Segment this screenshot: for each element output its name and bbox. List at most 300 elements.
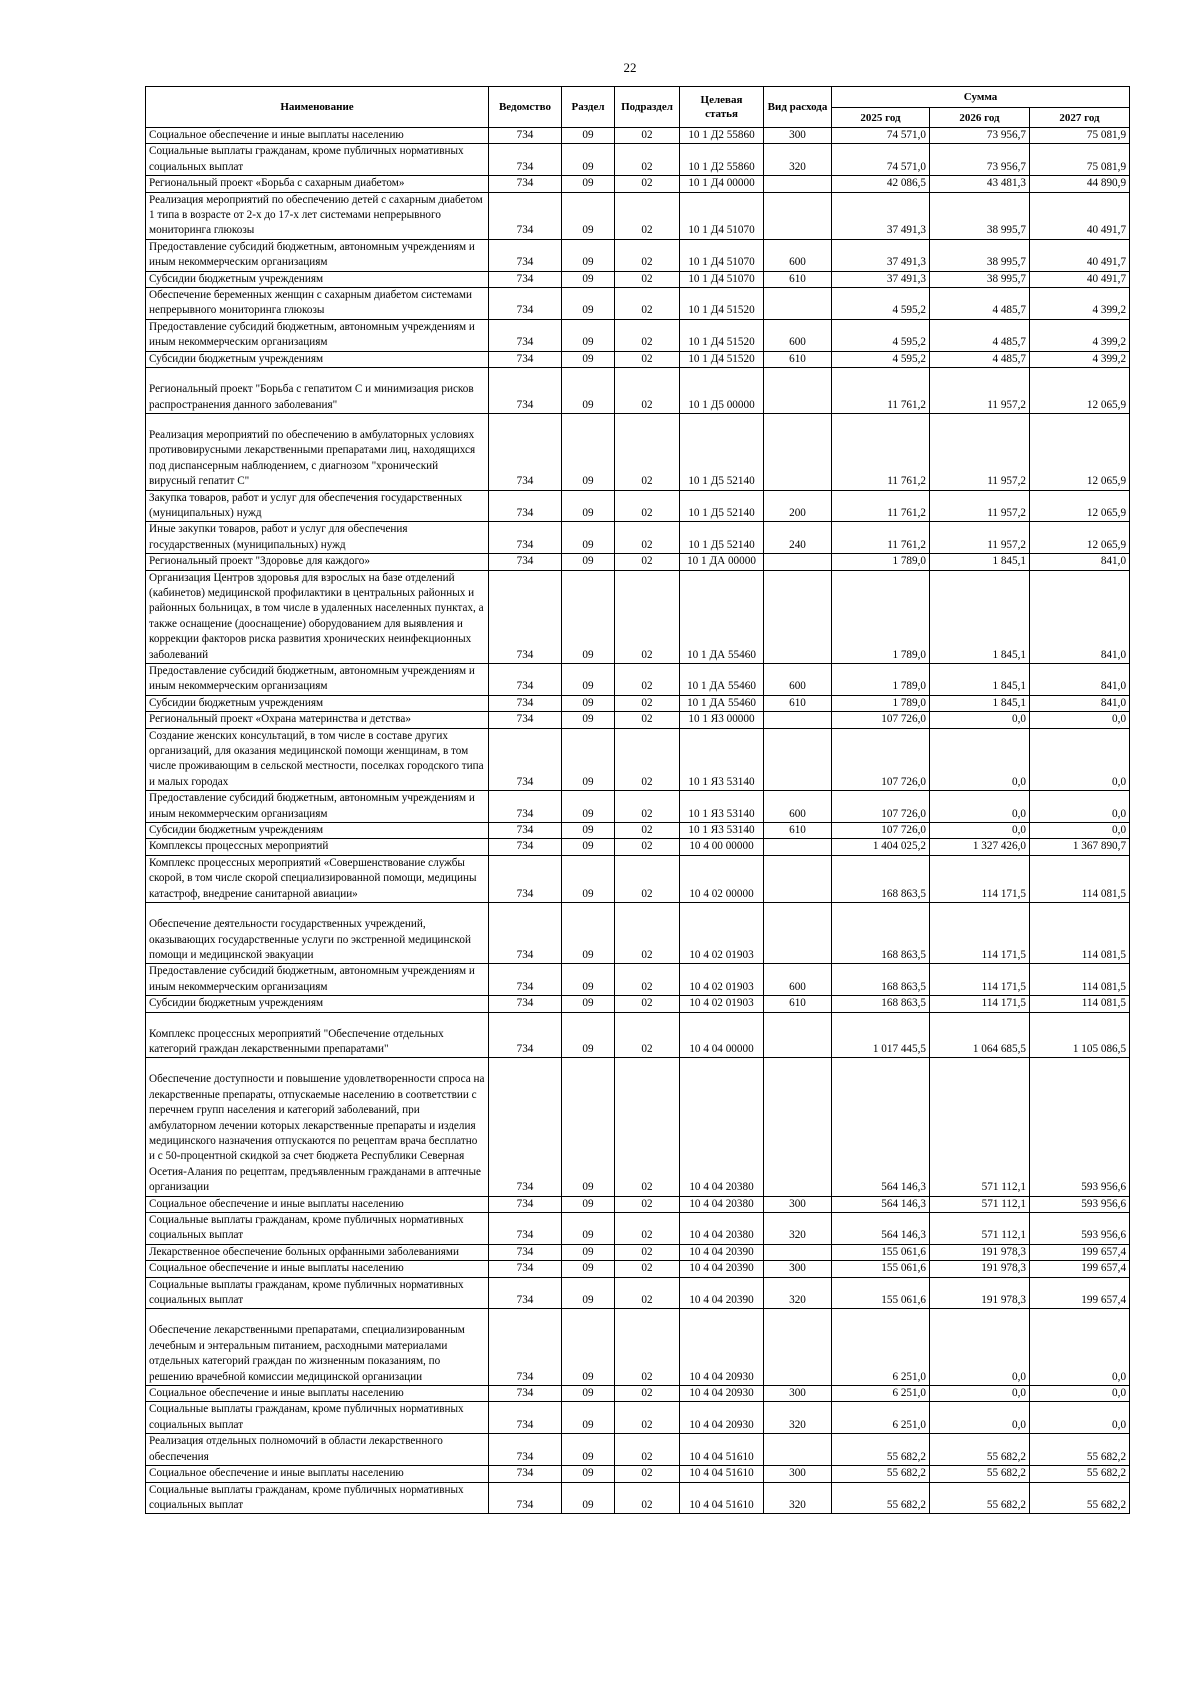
cell-target: 10 1 ДА 55460 — [680, 570, 764, 663]
table-row — [146, 839, 1130, 855]
cell-2026: 73 956,7 — [930, 128, 1030, 144]
cell-2025: 74 571,0 — [832, 144, 930, 176]
cell-subsection: 02 — [615, 351, 680, 367]
cell-2025: 4 595,2 — [832, 319, 930, 351]
cell-target: 10 1 Я3 53140 — [680, 791, 764, 823]
cell-subsection: 02 — [615, 239, 680, 271]
cell-subsection: 02 — [615, 413, 680, 490]
cell-2027: 1 367 890,7 — [1030, 839, 1130, 855]
cell-dept: 734 — [489, 570, 562, 663]
cell-2027: 4 399,2 — [1030, 319, 1130, 351]
cell-2027: 1 105 086,5 — [1030, 1012, 1130, 1058]
cell-section: 09 — [562, 728, 615, 791]
cell-2025: 4 595,2 — [832, 288, 930, 320]
cell-name: Создание женских консультаций, в том числе в составе других организаций, для оказания медицинской помощи женщинам, в том числе проживающим в сельской местности, поселках городского типа и малых городах — [146, 728, 489, 791]
cell-target: 10 1 ДА 55460 — [680, 664, 764, 696]
cell-2025: 74 571,0 — [832, 128, 930, 144]
cell-2026: 191 978,3 — [930, 1261, 1030, 1277]
cell-target: 10 4 04 20380 — [680, 1058, 764, 1196]
cell-dept: 734 — [489, 996, 562, 1012]
table-row — [146, 855, 1130, 902]
cell-2027: 55 682,2 — [1030, 1434, 1130, 1466]
cell-dept: 734 — [489, 964, 562, 996]
cell-2025: 1 017 445,5 — [832, 1012, 930, 1058]
cell-dept: 734 — [489, 413, 562, 490]
cell-2027: 841,0 — [1030, 695, 1130, 711]
table-row — [146, 1196, 1130, 1212]
table-row — [146, 964, 1130, 996]
cell-2026: 0,0 — [930, 728, 1030, 791]
cell-2027: 0,0 — [1030, 1309, 1130, 1386]
header-name: Наименование — [146, 87, 489, 128]
cell-target: 10 4 02 01903 — [680, 964, 764, 996]
cell-target: 10 4 02 01903 — [680, 903, 764, 964]
cell-2025: 564 146,3 — [832, 1058, 930, 1196]
cell-2027: 199 657,4 — [1030, 1261, 1130, 1277]
cell-name: Обеспечение деятельности государственных учреждений, оказывающих государственные услуги по экстренной медицинской помощи и медицинской эвакуации — [146, 903, 489, 964]
cell-type: 610 — [764, 271, 832, 287]
cell-target: 10 4 04 20930 — [680, 1402, 764, 1434]
cell-name: Субсидии бюджетным учреждениям — [146, 351, 489, 367]
cell-target: 10 1 Д5 00000 — [680, 368, 764, 414]
cell-name: Комплекс процессных мероприятий "Обеспечение отдельных категорий граждан лекарственными препаратами" — [146, 1012, 489, 1058]
cell-dept: 734 — [489, 1244, 562, 1260]
cell-type: 320 — [764, 1277, 832, 1309]
table-row — [146, 1402, 1130, 1434]
cell-2027: 4 399,2 — [1030, 288, 1130, 320]
table-row — [146, 903, 1130, 964]
cell-2027: 593 956,6 — [1030, 1196, 1130, 1212]
cell-type: 320 — [764, 1213, 832, 1245]
cell-section: 09 — [562, 695, 615, 711]
table-row — [146, 1213, 1130, 1245]
cell-2026: 571 112,1 — [930, 1058, 1030, 1196]
cell-2025: 1 789,0 — [832, 695, 930, 711]
cell-2026: 43 481,3 — [930, 176, 1030, 192]
cell-2026: 11 957,2 — [930, 413, 1030, 490]
cell-2026: 55 682,2 — [930, 1466, 1030, 1482]
table-row — [146, 128, 1130, 144]
cell-target: 10 1 Я3 00000 — [680, 712, 764, 728]
cell-section: 09 — [562, 1196, 615, 1212]
cell-2025: 11 761,2 — [832, 522, 930, 554]
cell-2027: 12 065,9 — [1030, 413, 1130, 490]
cell-type — [764, 1309, 832, 1386]
cell-subsection: 02 — [615, 996, 680, 1012]
cell-type: 300 — [764, 128, 832, 144]
cell-subsection: 02 — [615, 1196, 680, 1212]
cell-type — [764, 839, 832, 855]
cell-2027: 44 890,9 — [1030, 176, 1130, 192]
cell-target: 10 4 04 20930 — [680, 1386, 764, 1402]
cell-type — [764, 728, 832, 791]
cell-type — [764, 1012, 832, 1058]
table-row — [146, 554, 1130, 570]
cell-target: 10 1 Д2 55860 — [680, 144, 764, 176]
cell-2026: 11 957,2 — [930, 368, 1030, 414]
cell-name: Региональный проект «Охрана материнства и детства» — [146, 712, 489, 728]
cell-subsection: 02 — [615, 144, 680, 176]
cell-subsection: 02 — [615, 490, 680, 522]
budget-table — [145, 86, 1130, 1514]
cell-subsection: 02 — [615, 664, 680, 696]
cell-2025: 4 595,2 — [832, 351, 930, 367]
cell-2027: 114 081,5 — [1030, 903, 1130, 964]
cell-2027: 40 491,7 — [1030, 192, 1130, 239]
cell-name: Социальное обеспечение и иные выплаты населению — [146, 128, 489, 144]
cell-2027: 40 491,7 — [1030, 239, 1130, 271]
cell-target: 10 4 04 20390 — [680, 1261, 764, 1277]
cell-target: 10 1 Д5 52140 — [680, 413, 764, 490]
cell-2026: 1 845,1 — [930, 664, 1030, 696]
cell-type: 300 — [764, 1261, 832, 1277]
cell-dept: 734 — [489, 1058, 562, 1196]
cell-2025: 155 061,6 — [832, 1244, 930, 1260]
cell-subsection: 02 — [615, 1058, 680, 1196]
cell-subsection: 02 — [615, 964, 680, 996]
cell-dept: 734 — [489, 712, 562, 728]
cell-2027: 0,0 — [1030, 823, 1130, 839]
header-dept: Ведомство — [489, 87, 562, 128]
cell-type — [764, 1244, 832, 1260]
cell-type: 610 — [764, 996, 832, 1012]
cell-subsection: 02 — [615, 554, 680, 570]
table-row — [146, 728, 1130, 791]
cell-type — [764, 192, 832, 239]
cell-2025: 1 789,0 — [832, 554, 930, 570]
cell-section: 09 — [562, 239, 615, 271]
cell-2026: 114 171,5 — [930, 903, 1030, 964]
cell-target: 10 1 Д5 52140 — [680, 522, 764, 554]
cell-type: 610 — [764, 351, 832, 367]
cell-type — [764, 855, 832, 902]
cell-name: Реализация отдельных полномочий в области лекарственного обеспечения — [146, 1434, 489, 1466]
table-row — [146, 570, 1130, 663]
cell-name: Социальные выплаты гражданам, кроме публичных нормативных социальных выплат — [146, 144, 489, 176]
cell-name: Предоставление субсидий бюджетным, автономным учреждениям и иным некоммерческим организациям — [146, 964, 489, 996]
cell-dept: 734 — [489, 1213, 562, 1245]
cell-section: 09 — [562, 823, 615, 839]
cell-2026: 55 682,2 — [930, 1482, 1030, 1514]
cell-dept: 734 — [489, 271, 562, 287]
table-body — [146, 128, 1130, 1514]
cell-section: 09 — [562, 1261, 615, 1277]
cell-target: 10 4 02 00000 — [680, 855, 764, 902]
cell-2025: 564 146,3 — [832, 1196, 930, 1212]
cell-type — [764, 1058, 832, 1196]
cell-2025: 37 491,3 — [832, 192, 930, 239]
cell-section: 09 — [562, 368, 615, 414]
cell-target: 10 1 Д2 55860 — [680, 128, 764, 144]
cell-2025: 168 863,5 — [832, 996, 930, 1012]
cell-name: Социальные выплаты гражданам, кроме публичных нормативных социальных выплат — [146, 1402, 489, 1434]
cell-2027: 0,0 — [1030, 1402, 1130, 1434]
cell-2027: 4 399,2 — [1030, 351, 1130, 367]
table-row — [146, 490, 1130, 522]
cell-2025: 37 491,3 — [832, 239, 930, 271]
cell-target: 10 1 Д5 52140 — [680, 490, 764, 522]
cell-2027: 593 956,6 — [1030, 1058, 1130, 1196]
cell-name: Субсидии бюджетным учреждениям — [146, 996, 489, 1012]
table-row — [146, 996, 1130, 1012]
cell-section: 09 — [562, 1058, 615, 1196]
table-row — [146, 368, 1130, 414]
cell-name: Социальное обеспечение и иные выплаты населению — [146, 1386, 489, 1402]
cell-subsection: 02 — [615, 1482, 680, 1514]
cell-2026: 1 064 685,5 — [930, 1012, 1030, 1058]
cell-target: 10 1 Д4 51520 — [680, 319, 764, 351]
cell-dept: 734 — [489, 1012, 562, 1058]
cell-section: 09 — [562, 903, 615, 964]
cell-2027: 75 081,9 — [1030, 144, 1130, 176]
cell-type: 600 — [764, 664, 832, 696]
cell-2027: 0,0 — [1030, 791, 1130, 823]
cell-2027: 0,0 — [1030, 728, 1130, 791]
cell-target: 10 4 04 20380 — [680, 1196, 764, 1212]
cell-name: Предоставление субсидий бюджетным, автономным учреждениям и иным некоммерческим организациям — [146, 664, 489, 696]
cell-2027: 0,0 — [1030, 712, 1130, 728]
cell-dept: 734 — [489, 288, 562, 320]
cell-section: 09 — [562, 996, 615, 1012]
cell-dept: 734 — [489, 728, 562, 791]
table-row — [146, 823, 1130, 839]
cell-2025: 55 682,2 — [832, 1434, 930, 1466]
cell-type: 610 — [764, 823, 832, 839]
cell-dept: 734 — [489, 1482, 562, 1514]
cell-name: Социальные выплаты гражданам, кроме публичных нормативных социальных выплат — [146, 1213, 489, 1245]
cell-2025: 6 251,0 — [832, 1402, 930, 1434]
cell-2027: 199 657,4 — [1030, 1244, 1130, 1260]
cell-dept: 734 — [489, 1386, 562, 1402]
cell-section: 09 — [562, 1012, 615, 1058]
cell-target: 10 1 Д4 00000 — [680, 176, 764, 192]
cell-2026: 11 957,2 — [930, 490, 1030, 522]
cell-subsection: 02 — [615, 522, 680, 554]
cell-2026: 4 485,7 — [930, 351, 1030, 367]
cell-subsection: 02 — [615, 319, 680, 351]
cell-type — [764, 413, 832, 490]
cell-subsection: 02 — [615, 128, 680, 144]
cell-section: 09 — [562, 791, 615, 823]
table-row — [146, 1058, 1130, 1196]
cell-2025: 37 491,3 — [832, 271, 930, 287]
cell-type — [764, 903, 832, 964]
cell-target: 10 4 04 20380 — [680, 1213, 764, 1245]
page-number: 22 — [623, 60, 637, 75]
cell-section: 09 — [562, 1402, 615, 1434]
cell-subsection: 02 — [615, 1012, 680, 1058]
cell-section: 09 — [562, 490, 615, 522]
cell-dept: 734 — [489, 239, 562, 271]
cell-2025: 168 863,5 — [832, 903, 930, 964]
cell-subsection: 02 — [615, 1277, 680, 1309]
table-row — [146, 1482, 1130, 1514]
cell-section: 09 — [562, 855, 615, 902]
cell-section: 09 — [562, 128, 615, 144]
cell-name: Реализация мероприятий по обеспечению в амбулаторных условиях противовирусными лекарственными препаратами лиц, находящихся под диспансерным наблюдением, с диагнозом "хронический вирусный гепатит С" — [146, 413, 489, 490]
table-row — [146, 176, 1130, 192]
cell-2025: 564 146,3 — [832, 1213, 930, 1245]
cell-type: 320 — [764, 1402, 832, 1434]
cell-2025: 42 086,5 — [832, 176, 930, 192]
cell-section: 09 — [562, 1244, 615, 1260]
header-2026: 2026 год — [930, 108, 1030, 128]
cell-dept: 734 — [489, 791, 562, 823]
cell-dept: 734 — [489, 823, 562, 839]
cell-subsection: 02 — [615, 570, 680, 663]
cell-2026: 0,0 — [930, 712, 1030, 728]
header-type: Вид расхода — [764, 87, 832, 128]
cell-type — [764, 554, 832, 570]
cell-target: 10 1 Д4 51070 — [680, 271, 764, 287]
cell-name: Социальные выплаты гражданам, кроме публичных нормативных социальных выплат — [146, 1482, 489, 1514]
table-row — [146, 1244, 1130, 1260]
cell-2025: 1 789,0 — [832, 570, 930, 663]
cell-name: Реализация мероприятий по обеспечению детей с сахарным диабетом 1 типа в возрасте от 2-х до 17-х лет системами непрерывного мониторинга глюкозы — [146, 192, 489, 239]
cell-2026: 1 845,1 — [930, 695, 1030, 711]
cell-subsection: 02 — [615, 728, 680, 791]
cell-subsection: 02 — [615, 855, 680, 902]
cell-subsection: 02 — [615, 839, 680, 855]
cell-2026: 1 327 426,0 — [930, 839, 1030, 855]
cell-2026: 0,0 — [930, 1309, 1030, 1386]
cell-name: Субсидии бюджетным учреждениям — [146, 271, 489, 287]
cell-section: 09 — [562, 288, 615, 320]
cell-2026: 571 112,1 — [930, 1196, 1030, 1212]
cell-subsection: 02 — [615, 1386, 680, 1402]
table-row — [146, 664, 1130, 696]
cell-name: Социальное обеспечение и иные выплаты населению — [146, 1466, 489, 1482]
cell-2027: 40 491,7 — [1030, 271, 1130, 287]
cell-target: 10 1 ДА 00000 — [680, 554, 764, 570]
cell-section: 09 — [562, 271, 615, 287]
cell-subsection: 02 — [615, 695, 680, 711]
cell-target: 10 1 Д4 51070 — [680, 239, 764, 271]
cell-section: 09 — [562, 1466, 615, 1482]
cell-dept: 734 — [489, 855, 562, 902]
cell-2026: 73 956,7 — [930, 144, 1030, 176]
cell-target: 10 4 00 00000 — [680, 839, 764, 855]
cell-dept: 734 — [489, 554, 562, 570]
cell-2027: 0,0 — [1030, 1386, 1130, 1402]
cell-2025: 6 251,0 — [832, 1309, 930, 1386]
cell-2025: 55 682,2 — [832, 1466, 930, 1482]
cell-name: Предоставление субсидий бюджетным, автономным учреждениям и иным некоммерческим организациям — [146, 319, 489, 351]
cell-subsection: 02 — [615, 1213, 680, 1245]
cell-type — [764, 368, 832, 414]
cell-2027: 55 682,2 — [1030, 1466, 1130, 1482]
cell-target: 10 1 Д4 51070 — [680, 192, 764, 239]
cell-2027: 199 657,4 — [1030, 1277, 1130, 1309]
header-section: Раздел — [562, 87, 615, 128]
header-2027: 2027 год — [1030, 108, 1130, 128]
cell-type — [764, 288, 832, 320]
cell-subsection: 02 — [615, 288, 680, 320]
cell-2027: 75 081,9 — [1030, 128, 1130, 144]
table-row — [146, 239, 1130, 271]
cell-dept: 734 — [489, 839, 562, 855]
cell-target: 10 1 Д4 51520 — [680, 351, 764, 367]
cell-subsection: 02 — [615, 791, 680, 823]
cell-name: Иные закупки товаров, работ и услуг для обеспечения государственных (муниципальных) нужд — [146, 522, 489, 554]
cell-2025: 107 726,0 — [832, 823, 930, 839]
cell-2025: 55 682,2 — [832, 1482, 930, 1514]
cell-section: 09 — [562, 712, 615, 728]
cell-2027: 593 956,6 — [1030, 1213, 1130, 1245]
cell-section: 09 — [562, 1277, 615, 1309]
cell-2025: 11 761,2 — [832, 413, 930, 490]
cell-section: 09 — [562, 1213, 615, 1245]
cell-2027: 841,0 — [1030, 664, 1130, 696]
cell-dept: 734 — [489, 1309, 562, 1386]
cell-subsection: 02 — [615, 903, 680, 964]
cell-type: 200 — [764, 490, 832, 522]
cell-section: 09 — [562, 522, 615, 554]
cell-section: 09 — [562, 413, 615, 490]
cell-section: 09 — [562, 351, 615, 367]
cell-name: Лекарственное обеспечение больных орфанными заболеваниями — [146, 1244, 489, 1260]
cell-section: 09 — [562, 1309, 615, 1386]
cell-subsection: 02 — [615, 823, 680, 839]
cell-2026: 38 995,7 — [930, 271, 1030, 287]
table-row — [146, 1012, 1130, 1058]
cell-2027: 841,0 — [1030, 570, 1130, 663]
cell-2025: 107 726,0 — [832, 712, 930, 728]
table-row — [146, 1386, 1130, 1402]
cell-2026: 0,0 — [930, 1386, 1030, 1402]
cell-section: 09 — [562, 839, 615, 855]
cell-name: Обеспечение лекарственными препаратами, специализированным лечебным и энтеральным питанием, расходными материалами отдельных категорий граждан по жизненным показаниям, по решению врачебной комиссии медицинской организации — [146, 1309, 489, 1386]
cell-section: 09 — [562, 664, 615, 696]
cell-target: 10 1 Я3 53140 — [680, 823, 764, 839]
cell-dept: 734 — [489, 1196, 562, 1212]
cell-2026: 38 995,7 — [930, 192, 1030, 239]
cell-2025: 168 863,5 — [832, 964, 930, 996]
cell-2026: 4 485,7 — [930, 319, 1030, 351]
cell-type: 300 — [764, 1196, 832, 1212]
table-row — [146, 144, 1130, 176]
cell-target: 10 4 04 51610 — [680, 1482, 764, 1514]
cell-target: 10 1 ДА 55460 — [680, 695, 764, 711]
cell-dept: 734 — [489, 664, 562, 696]
cell-2026: 191 978,3 — [930, 1277, 1030, 1309]
cell-type — [764, 1434, 832, 1466]
cell-section: 09 — [562, 554, 615, 570]
cell-2027: 114 081,5 — [1030, 964, 1130, 996]
cell-2026: 1 845,1 — [930, 554, 1030, 570]
cell-section: 09 — [562, 1482, 615, 1514]
cell-name: Комплекс процессных мероприятий «Совершенствование службы скорой, в том числе скорой специализированной помощи, медицины катастроф, внедрение санитарной авиации» — [146, 855, 489, 902]
cell-2025: 155 061,6 — [832, 1277, 930, 1309]
cell-type: 600 — [764, 964, 832, 996]
cell-name: Субсидии бюджетным учреждениям — [146, 695, 489, 711]
cell-name: Организация Центров здоровья для взрослых на базе отделений (кабинетов) медицинской профилактики в центральных районных и районных больницах, в том числе в удаленных населенных пунктах, а также оснащение (дооснащение) оборудованием для выявления и коррекции факторов риска развития хронических неинфекционных заболеваний — [146, 570, 489, 663]
cell-dept: 734 — [489, 1402, 562, 1434]
cell-type: 300 — [764, 1466, 832, 1482]
cell-target: 10 4 04 20930 — [680, 1309, 764, 1386]
cell-dept: 734 — [489, 144, 562, 176]
cell-target: 10 4 02 01903 — [680, 996, 764, 1012]
cell-section: 09 — [562, 964, 615, 996]
cell-target: 10 4 04 20390 — [680, 1277, 764, 1309]
cell-section: 09 — [562, 192, 615, 239]
table-row — [146, 319, 1130, 351]
cell-2027: 12 065,9 — [1030, 490, 1130, 522]
cell-name: Предоставление субсидий бюджетным, автономным учреждениям и иным некоммерческим организациям — [146, 239, 489, 271]
cell-type — [764, 570, 832, 663]
cell-2027: 12 065,9 — [1030, 368, 1130, 414]
cell-section: 09 — [562, 1386, 615, 1402]
